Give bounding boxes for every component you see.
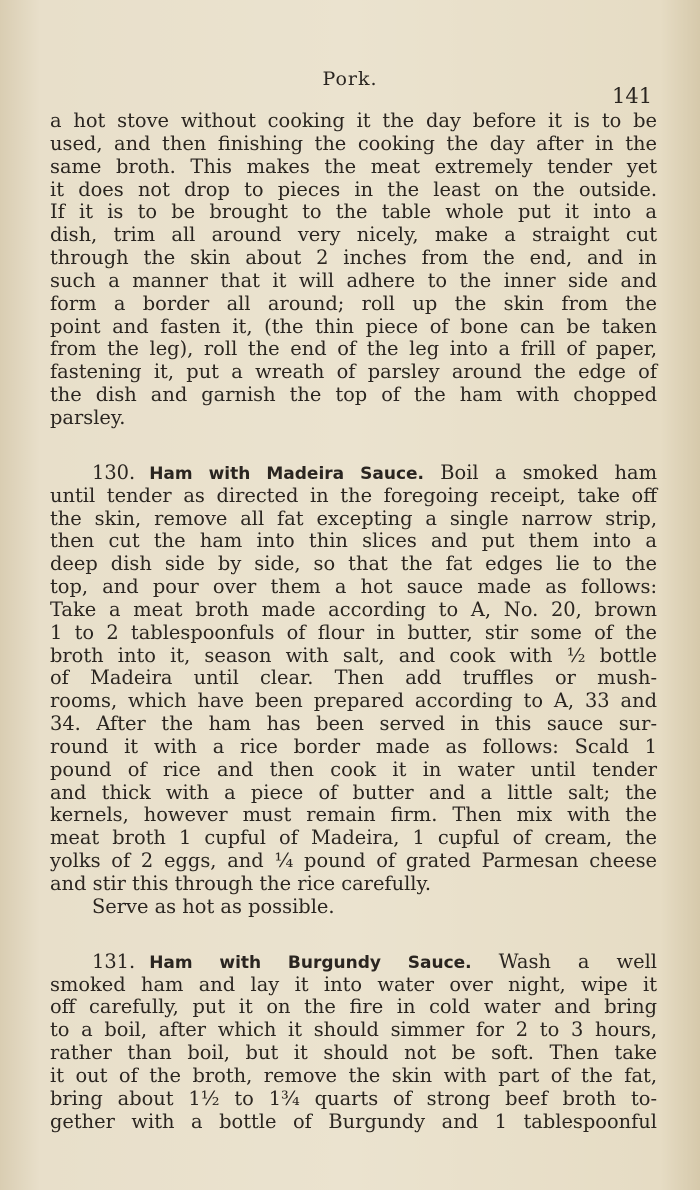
text-line: of Madeira until clear. Then add truffles or mush- <box>50 666 657 690</box>
text-line: until tender as directed in the foregoing receipt, take off <box>50 483 657 507</box>
text-line: yolks of 2 eggs, and ¼ pound of grated Parmesan cheese <box>50 849 657 873</box>
text-line: top, and pour over them a hot sauce made as follows: <box>50 575 657 599</box>
recipe-130 <box>50 462 657 919</box>
page-body <box>50 110 657 1133</box>
text-line: and thick with a piece of butter and a little salt; the <box>50 780 657 804</box>
recipe-title: Ham with Burgundy Sauce. <box>149 952 472 973</box>
text-line: round it with a rice border made as follows: Scald 1 <box>50 734 657 758</box>
text-line: kernels, however must remain firm. Then mix with the <box>50 803 657 827</box>
recipe-closing: Serve as hot as possible. <box>92 894 335 918</box>
recipe-first-line: Wash a well <box>498 949 657 973</box>
text-line: it does not drop to pieces in the least on the outside. <box>50 177 657 201</box>
running-title: Pork. <box>322 68 378 90</box>
recipe-heading-line <box>50 951 657 974</box>
text-line: 1 to 2 tablespoonfuls of flour in butter, stir some of the <box>50 620 657 644</box>
text-line: Take a meat broth made according to A, No. 20, brown <box>50 597 657 621</box>
text-line: used, and then finishing the cooking the day after in the <box>50 131 657 155</box>
text-line: then cut the ham into thin slices and put them into a <box>50 529 657 553</box>
text-line: off carefully, put it on the fire in cold water and bring <box>50 995 657 1019</box>
text-line: form a border all around; roll up the skin from the <box>50 291 657 315</box>
text-line: smoked ham and lay it into water over night, wipe it <box>50 972 657 996</box>
text-line: the skin, remove all fat excepting a single narrow strip, <box>50 506 657 530</box>
text-line: meat broth 1 cupful of Madeira, 1 cupful of cream, the <box>50 826 657 850</box>
text-line: the dish and garnish the top of the ham with chopped <box>50 383 657 407</box>
text-line: a hot stove without cooking it the day before it is to be <box>50 109 657 132</box>
recipe-first-line: Boil a smoked ham <box>440 460 657 484</box>
text-line: to a boil, after which it should simmer for 2 to 3 hours, <box>50 1018 657 1042</box>
text-line: 34. After the ham has been served in this sauce sur- <box>50 712 657 736</box>
recipe-number: 130. <box>92 460 136 484</box>
text-line: parsley. <box>50 405 126 429</box>
continued-paragraph <box>50 110 657 430</box>
text-line: bring about 1½ to 1¾ quarts of strong beef broth to- <box>50 1086 657 1110</box>
text-line: pound of rice and then cook it in water until tender <box>50 757 657 781</box>
recipe-131 <box>50 951 657 1134</box>
text-line: from the leg), roll the end of the leg into a frill of paper, <box>50 337 657 361</box>
text-line: same broth. This makes the meat extremely tender yet <box>50 154 657 178</box>
text-line: If it is to be brought to the table whole put it into a <box>50 200 657 224</box>
text-line: and stir this through the rice carefully. <box>50 872 432 895</box>
recipe-heading-line <box>50 462 657 485</box>
page-number: 141 <box>612 84 653 108</box>
paragraph-gap <box>50 919 657 951</box>
text-line: rather than boil, but it should not be soft. Then take <box>50 1041 657 1065</box>
text-line: fastening it, put a wreath of parsley around the edge of <box>50 360 657 384</box>
text-line: deep dish side by side, so that the fat edges lie to the <box>50 552 657 576</box>
text-line: it out of the broth, remove the skin with part of the fat, <box>50 1063 657 1087</box>
text-line: through the skin about 2 inches from the end, and in <box>50 246 657 270</box>
recipe-title: Ham with Madeira Sauce. <box>149 463 425 484</box>
recipe-number: 131. <box>92 949 136 973</box>
text-line: rooms, which have been prepared according to A, 33 and <box>50 689 657 713</box>
text-line: broth into it, season with salt, and cook with ½ bottle <box>50 643 657 667</box>
paragraph-gap <box>50 430 657 462</box>
text-line: such a manner that it will adhere to the inner side and <box>50 268 657 292</box>
text-line: point and fasten it, (the thin piece of bone can be taken <box>50 314 657 338</box>
text-line: gether with a bottle of Burgundy and 1 tablespoonful <box>50 1109 657 1133</box>
text-line: dish, trim all around very nicely, make a straight cut <box>50 223 657 247</box>
